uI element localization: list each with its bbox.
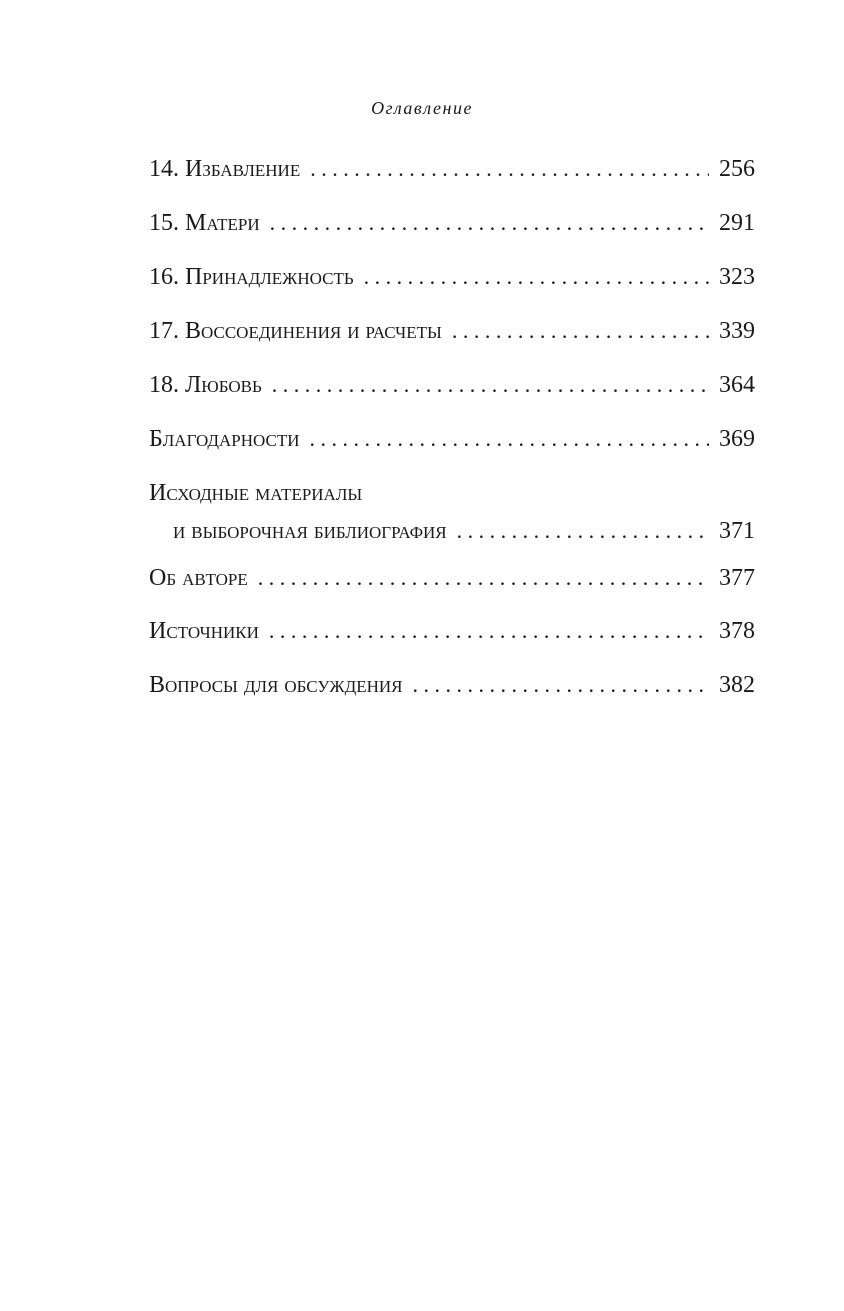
toc-entry-16[interactable] <box>149 261 755 293</box>
dot-leader <box>310 153 709 185</box>
toc-entry-page: 291 <box>719 210 755 236</box>
toc-entry-label: Вопросы для обсуждения <box>149 672 403 698</box>
toc-entry-page: 377 <box>719 565 755 591</box>
toc-entry-17[interactable] <box>149 315 755 347</box>
toc-entry-sources-bibliography[interactable] <box>149 477 755 547</box>
toc-entry-label: 18. Любовь <box>149 372 262 398</box>
dot-leader <box>364 261 709 293</box>
toc-entry-page: 382 <box>719 672 755 698</box>
dot-leader <box>270 207 709 239</box>
running-head: Оглавление <box>371 98 473 118</box>
toc-entry-label: 14. Избавление <box>149 156 301 182</box>
dot-leader <box>452 315 709 347</box>
toc-entry-18[interactable] <box>149 369 755 401</box>
toc-entry-page: 364 <box>719 372 755 398</box>
dot-leader <box>457 515 709 547</box>
toc-entry-page: 369 <box>719 426 755 452</box>
dot-leader <box>413 669 709 701</box>
dot-leader <box>272 369 709 401</box>
toc-entry-page: 323 <box>719 264 755 290</box>
toc-entry-label: Источники <box>149 618 259 644</box>
toc-entry-15[interactable] <box>149 207 755 239</box>
toc-entry-14[interactable] <box>149 153 755 185</box>
toc-entry-page: 371 <box>719 518 755 544</box>
toc-entry-label: 16. Принадлежность <box>149 264 354 290</box>
toc-entry-about-author[interactable] <box>149 562 755 594</box>
toc-entry-sources[interactable] <box>149 615 755 647</box>
toc-entry-label: Благодарности <box>149 426 300 452</box>
toc-entry-label-line1: Исходные материалы <box>149 480 363 506</box>
toc-entry-discussion-questions[interactable] <box>149 669 755 701</box>
toc-entry-label-line2: и выборочная библиография <box>173 518 447 544</box>
toc-entry-acknowledgements[interactable] <box>149 423 755 455</box>
toc-entry-label: 17. Воссоединения и расчеты <box>149 318 442 344</box>
toc-entry-label: Об авторе <box>149 565 248 591</box>
dot-leader <box>310 423 709 455</box>
dot-leader <box>258 562 709 594</box>
toc-entry-label: 15. Матери <box>149 210 260 236</box>
toc-entry-page: 378 <box>719 618 755 644</box>
toc-entry-page: 339 <box>719 318 755 344</box>
toc-entry-page: 256 <box>719 156 755 182</box>
dot-leader <box>269 615 709 647</box>
